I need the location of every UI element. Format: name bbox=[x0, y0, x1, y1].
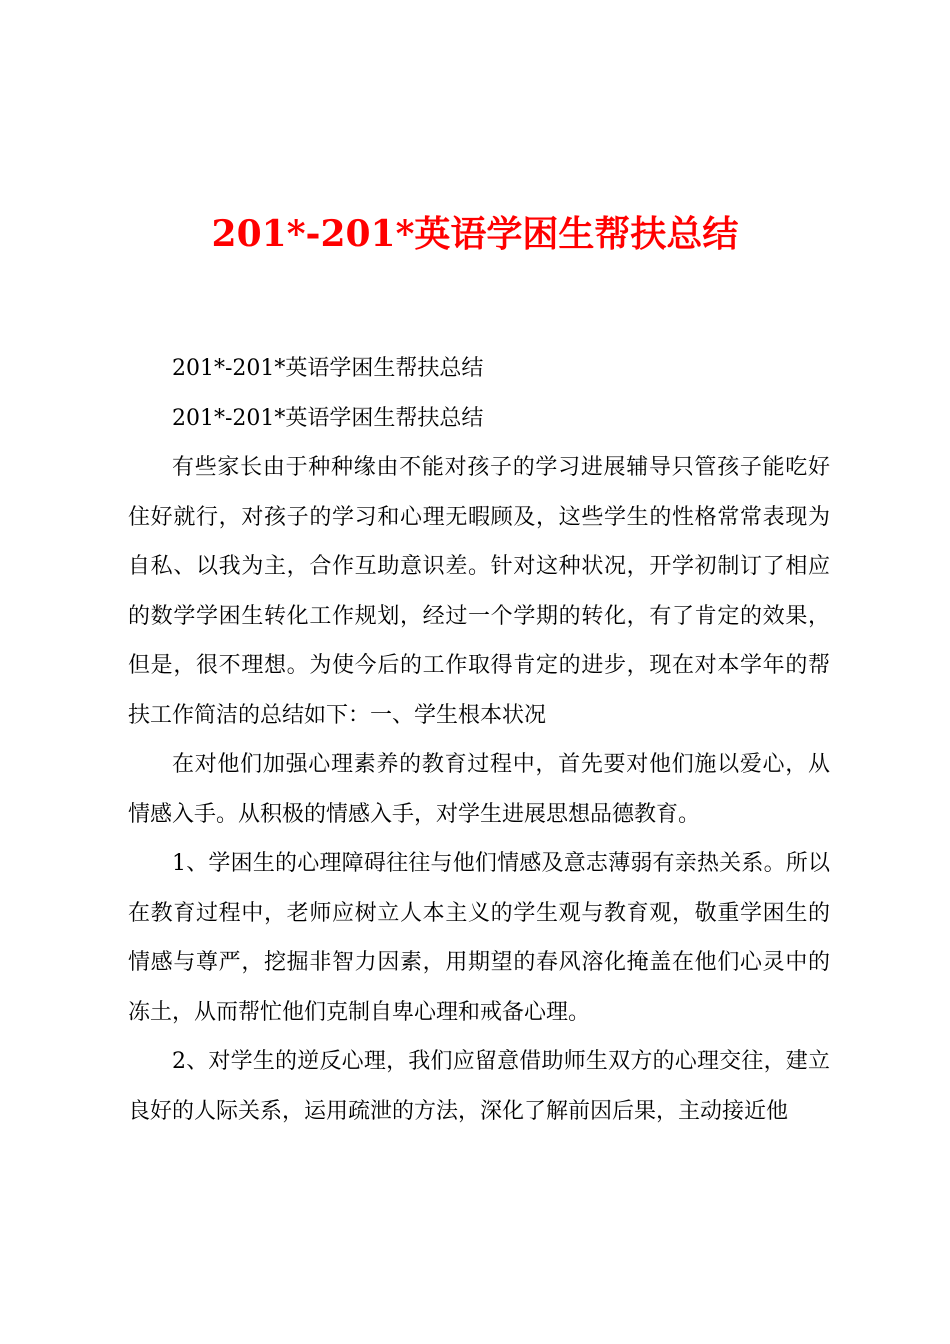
paragraph-heading-1: 201*-201*英语学困生帮扶总结 bbox=[172, 356, 484, 381]
document-title: 201*-201*英语学困生帮扶总结 bbox=[211, 213, 739, 255]
paragraph-intro: 有些家长由于种种缘由不能对孩子的学习进展辅导只管孩子能吃好住好就行，对孩子的学习和心理无暇顾及，这些学生的性格常常表现为自私、以我为主，合作互助意识差。针对这种状况，开学初制订了相应的数学学困生转化工作规划，经过一个学期的转化，有了肯定的效果，但是，很不理想。为使今后的工作取得肯定的进步，现在对本学年的帮扶工作简洁的总结如下：一、学生根本状况 bbox=[128, 455, 830, 728]
paragraph-care: 在对他们加强心理素养的教育过程中，首先要对他们施以爱心，从情感入手。从积极的情感入手，对学生进展思想品德教育。 bbox=[128, 752, 830, 827]
paragraph-point-2: 2、对学生的逆反心理，我们应留意借助师生双方的心理交往，建立良好的人际关系，运用疏泄的方法，深化了解前因后果，主动接近他 bbox=[128, 1049, 830, 1124]
paragraph-point-1: 1、学困生的心理障碍往往与他们情感及意志薄弱有亲热关系。所以在教育过程中，老师应树立人本主义的学生观与教育观，敬重学困生的情感与尊严，挖掘非智力因素，用期望的春风溶化掩盖在他们心灵中的冻土，从而帮忙他们克制自卑心理和戒备心理。 bbox=[128, 851, 830, 1025]
document-body bbox=[128, 344, 830, 1136]
paragraph-heading-2: 201*-201*英语学困生帮扶总结 bbox=[172, 405, 484, 431]
